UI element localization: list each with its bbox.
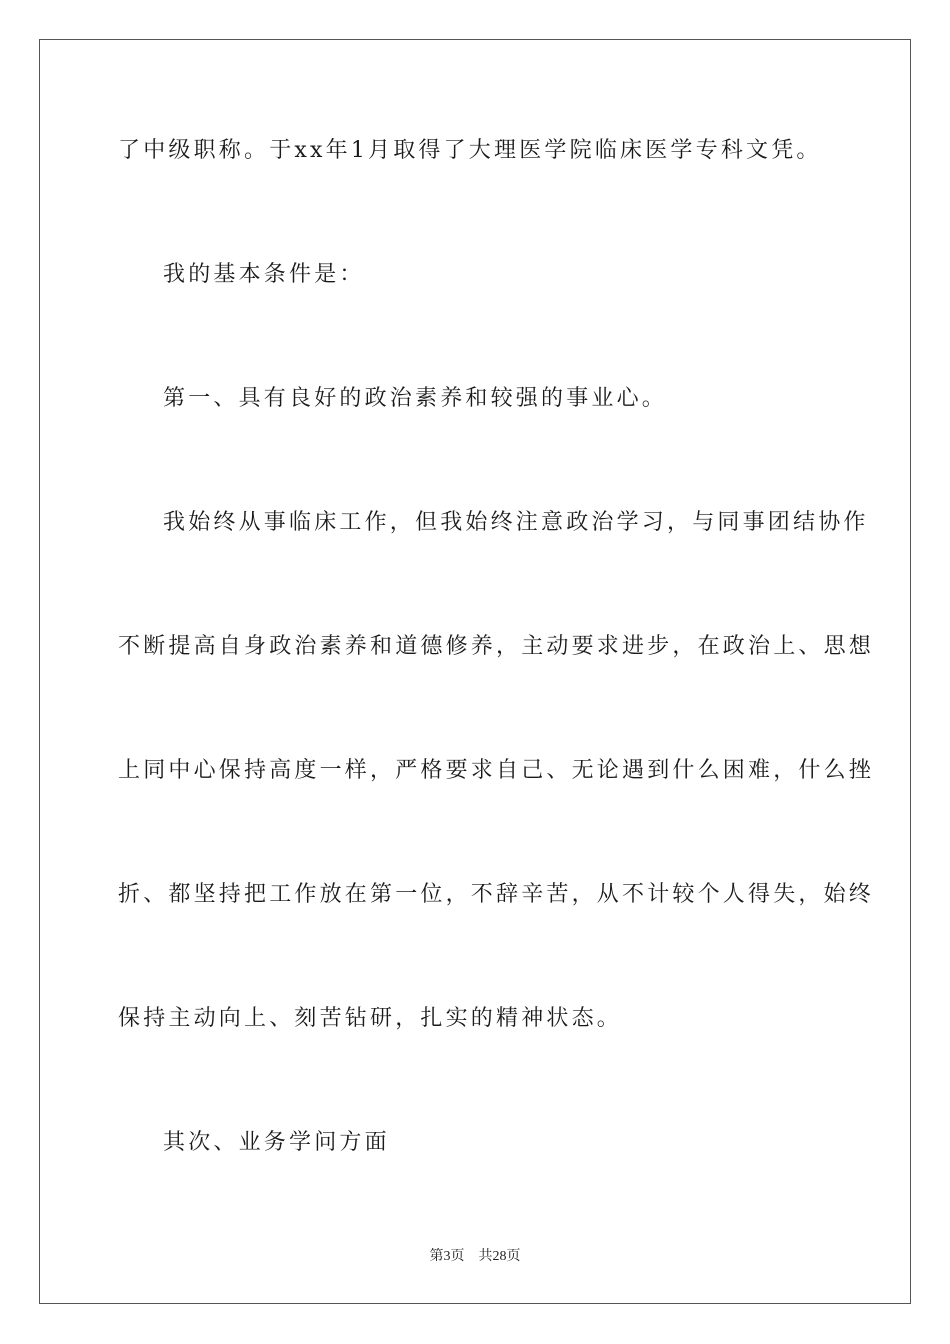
paragraph-line-3: 第一、具有良好的政治素养和较强的事业心。: [163, 386, 668, 411]
paragraph-line-4: 我始终从事临床工作，但我始终注意政治学习，与同事团结协作: [163, 510, 869, 535]
paragraph-line-2: 我的基本条件是：: [163, 262, 365, 287]
page-border: [39, 39, 911, 1304]
paragraph-line-9: 其次、业务学问方面: [163, 1130, 390, 1155]
paragraph-line-1: 了中级职称。于xx年1月取得了大理医学院临床医学专科文凭。: [118, 138, 822, 163]
paragraph-line-6: 上同中心保持高度一样，严格要求自己、无论遇到什么困难，什么挫: [118, 758, 875, 783]
paragraph-line-8: 保持主动向上、刻苦钻研，扎实的精神状态。: [118, 1006, 623, 1031]
page-total: 共28页: [478, 1249, 521, 1264]
paragraph-line-5: 不断提高自身政治素养和道德修养，主动要求进步，在政治上、思想: [118, 634, 875, 659]
paragraph-line-7: 折、都坚持把工作放在第一位，不辞辛苦，从不计较个人得失，始终: [118, 882, 875, 907]
page-number: 第3页: [429, 1249, 465, 1264]
page-footer: [0, 1247, 950, 1267]
